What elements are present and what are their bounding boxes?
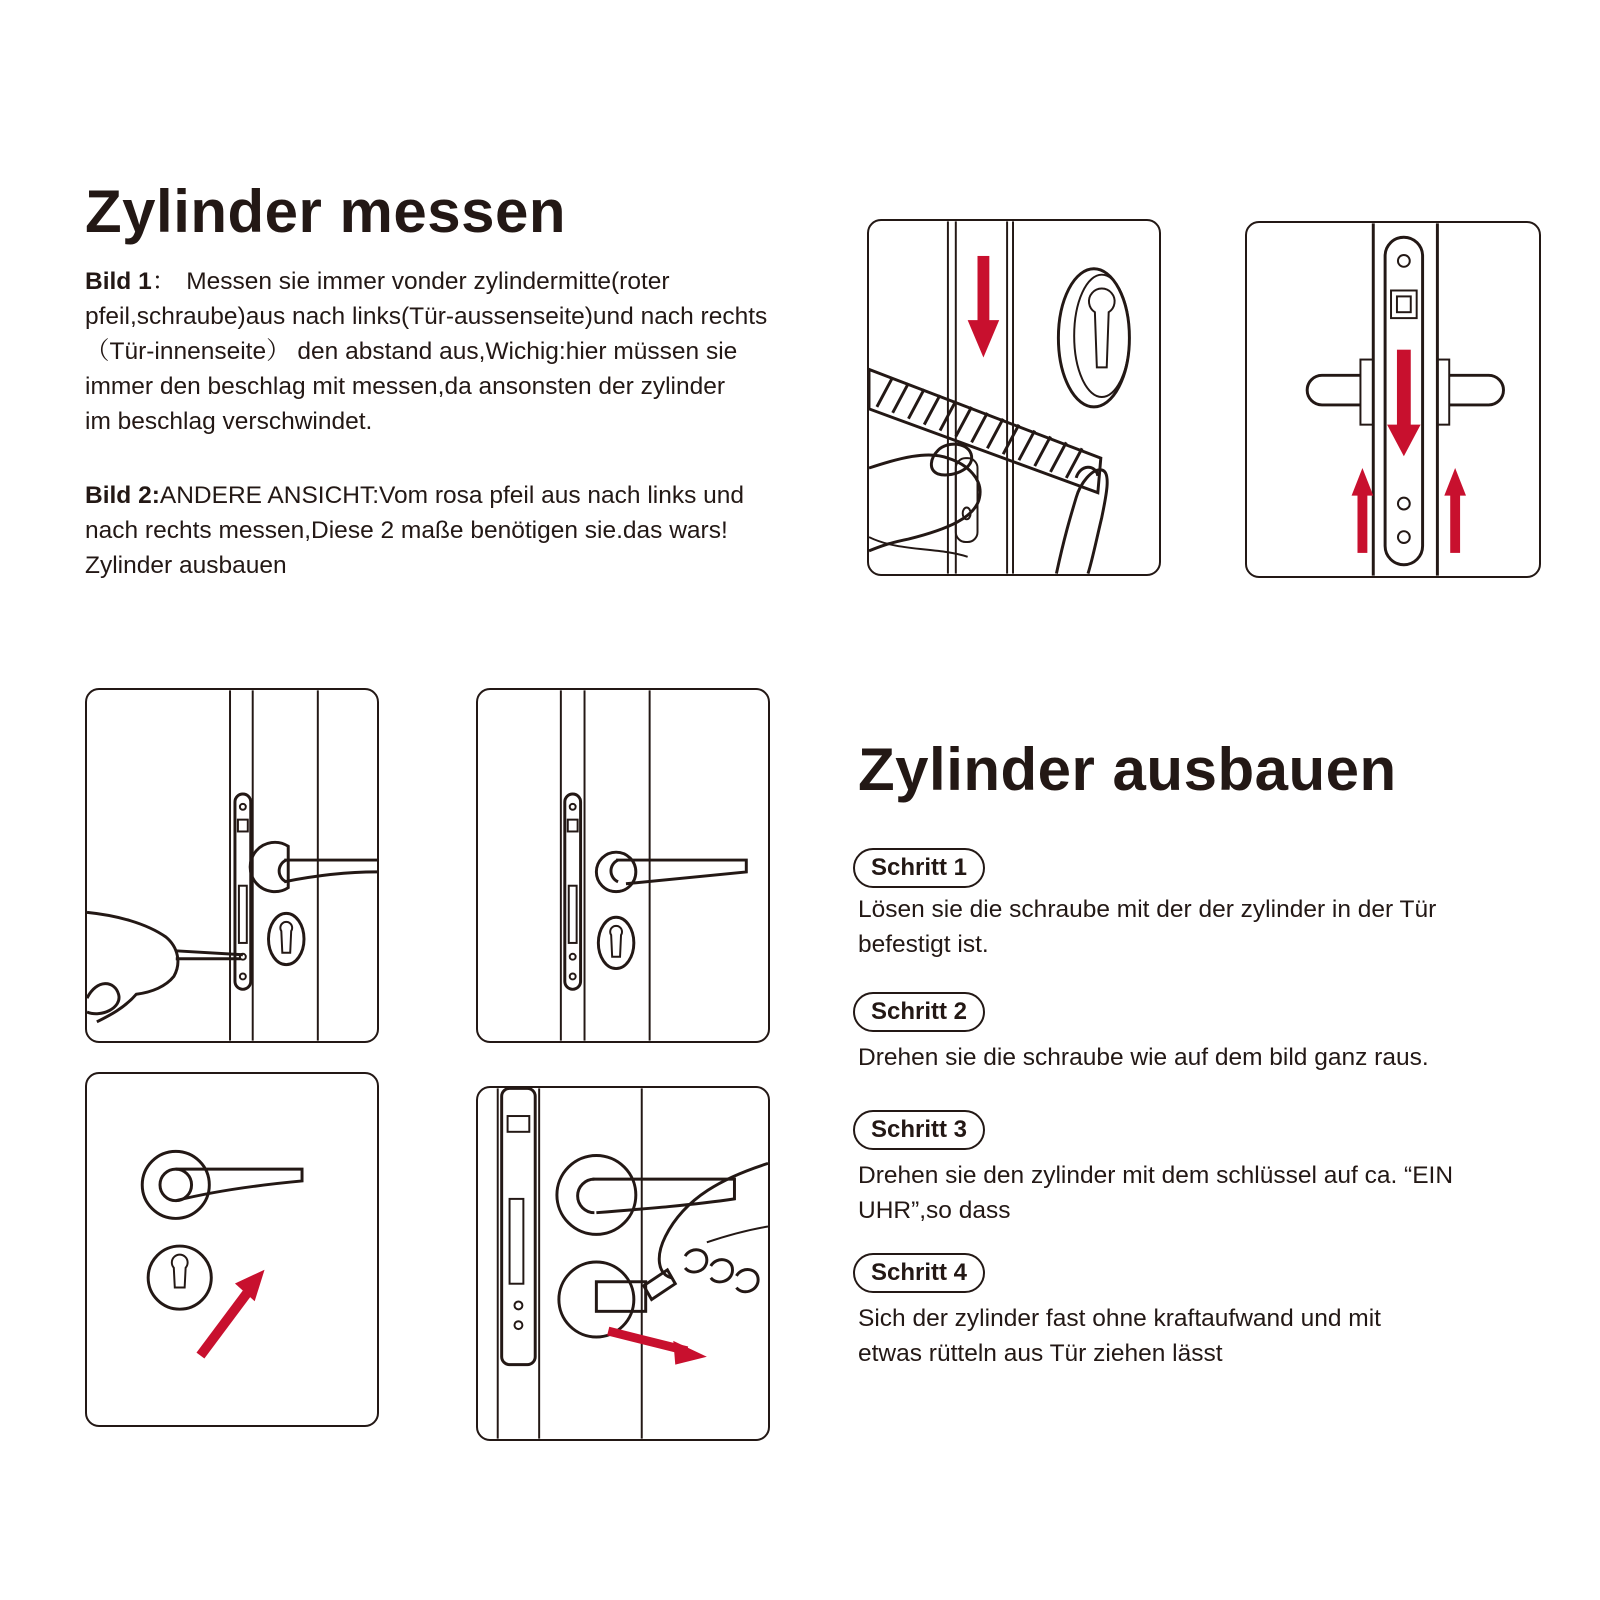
title-zylinder-messen: Zylinder messen [85, 178, 567, 245]
bild-1-line-1: Messen sie immer vonder zylindermitte(roter [186, 268, 670, 295]
bild-1-paragraph [85, 264, 825, 439]
step-1-badge: Schritt 1 [853, 848, 985, 888]
step-4-text [858, 1301, 1538, 1371]
step-1-text [858, 892, 1538, 962]
step-2-line-1: Drehen sie die schraube wie auf dem bild ganz raus. [858, 1044, 1429, 1071]
bild-1-line-4: immer den beschlag mit messen,da ansonsten der zylinder [85, 373, 726, 400]
step-1-line-1: Lösen sie die schraube mit der der zylinder in der Tür [858, 896, 1437, 923]
faceplate-arrows-illustration [1245, 221, 1541, 578]
handle-keyhole-illustration [85, 1072, 379, 1427]
step-2-text [858, 1040, 1538, 1075]
bild-2-line-3: Zylinder ausbauen [85, 552, 287, 579]
pull-out-arrow-icon [478, 1088, 768, 1439]
bild-1-colon: ： [151, 268, 177, 295]
step-4-line-2: etwas rütteln aus Tür ziehen lässt [858, 1340, 1223, 1367]
step-3-line-1: Drehen sie den zylinder mit dem schlüssel auf ca. “EIN [858, 1162, 1454, 1189]
step-4-badge: Schritt 4 [853, 1253, 985, 1293]
bild-1-line-5: im beschlag verschwindet. [85, 408, 373, 435]
step-4-line-1: Sich der zylinder fast ohne kraftaufwand und mit [858, 1305, 1381, 1332]
key-pull-illustration [476, 1086, 770, 1441]
measure-tape-illustration [867, 219, 1161, 576]
bild-2-line-2: nach rechts messen,Diese 2 maße benötigen sie.das wars! [85, 517, 728, 544]
step-1-line-2: befestigt ist. [858, 931, 989, 958]
step-3-text [858, 1158, 1538, 1228]
bild-2-paragraph [85, 478, 825, 583]
door-handle-illustration [476, 688, 770, 1043]
bild-2-label: Bild 2: [85, 482, 160, 509]
faceplate-arrows-icon [1247, 223, 1539, 576]
bild-1-line-3: （Tür-innenseite） den abstand aus,Wichig:hier müssen sie [85, 338, 738, 365]
diagonal-arrow-icon [87, 1074, 377, 1425]
step-2-badge: Schritt 2 [853, 992, 985, 1032]
step-3-line-2: UHR”,so dass [858, 1197, 1011, 1224]
down-arrow-icon [869, 221, 1159, 574]
step-3-badge: Schritt 3 [853, 1110, 985, 1150]
bild-1-label: Bild 1 [85, 268, 152, 295]
screwdriver-illustration [85, 688, 379, 1043]
title-zylinder-ausbauen: Zylinder ausbauen [858, 736, 1397, 803]
bild-2-line-1: ANDERE ANSICHT:Vom rosa pfeil aus nach links und [159, 482, 745, 509]
bild-1-line-2: pfeil,schraube)aus nach links(Tür-aussenseite)und nach rechts [85, 303, 768, 330]
